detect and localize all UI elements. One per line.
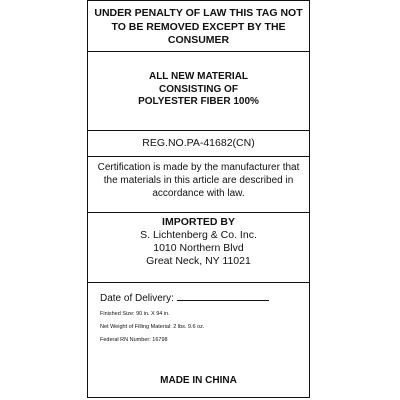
certification-line: the materials in this article are described in: [103, 175, 294, 186]
delivery-date-row: [100, 291, 269, 304]
warning-line: CONSUMER: [167, 34, 230, 46]
importer-section: [88, 212, 309, 282]
material-line: CONSISTING OF: [159, 83, 238, 95]
warning-line: TO BE REMOVED EXCEPT BY THE: [111, 20, 286, 33]
importer-address-street: 1010 Northern Blvd: [153, 242, 244, 254]
federal-rn-number: Federal RN Number: 16798: [100, 337, 168, 343]
warning-section: [88, 1, 309, 51]
net-weight: Net Weight of Filling Material: 2 lbs. 9.6 oz.: [100, 324, 205, 330]
warning-line: UNDER PENALTY OF LAW THIS TAG NOT: [94, 7, 303, 19]
importer-address-city: Great Neck, NY 11021: [146, 255, 251, 267]
material-line: POLYESTER FIBER 100%: [138, 96, 259, 107]
details-section: [88, 282, 309, 397]
law-tag: [87, 0, 310, 398]
country-of-origin: MADE IN CHINA: [160, 375, 237, 386]
certification-line: Certification is made by the manufacturer that: [97, 162, 300, 173]
certification-line: accordance with law.: [152, 188, 245, 199]
delivery-date-label: Date of Delivery:: [100, 293, 174, 304]
importer-heading: IMPORTED BY: [162, 216, 235, 228]
material-section: [88, 51, 309, 130]
certification-section: [88, 156, 309, 212]
material-line: ALL NEW MATERIAL: [148, 71, 249, 82]
delivery-date-blank: [177, 291, 269, 301]
registration-section: [88, 130, 309, 156]
importer-name: S. Lichtenberg & Co. Inc.: [140, 229, 257, 241]
finished-size: Finished Size: 90 in. X 94 in.: [100, 311, 170, 317]
registration-number: REG.NO.PA-41682(CN): [142, 137, 255, 149]
